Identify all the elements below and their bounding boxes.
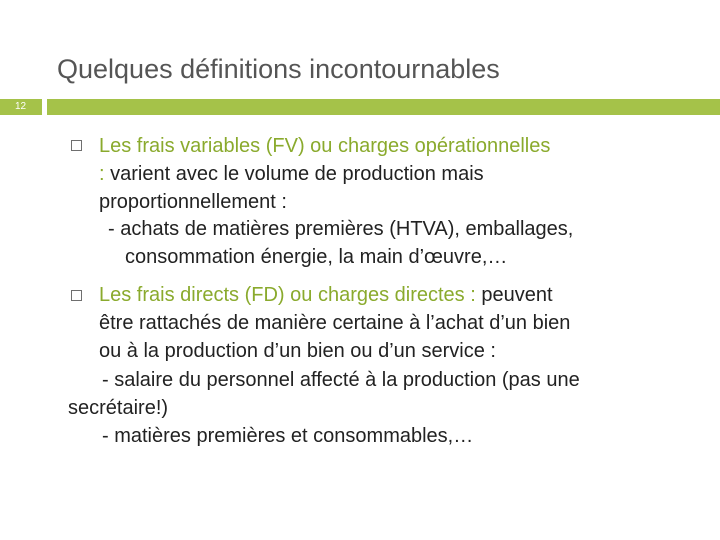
term-frais-directs: Les frais directs (FD) ou charges directes :	[99, 284, 476, 306]
square-bullet-icon	[71, 140, 82, 151]
term-frais-variables-colon: :	[99, 163, 105, 185]
sub-item-line: - matières premières et consommables,…	[102, 425, 474, 447]
definition-frais-directs-line: ou à la production d’un bien ou d’un service :	[99, 340, 496, 362]
sub-item-line: - salaire du personnel affecté à la production (pas une	[102, 369, 580, 391]
definition-frais-variables-line: proportionnellement :	[99, 191, 287, 213]
sub-item-line: secrétaire!)	[68, 397, 169, 419]
square-bullet-icon	[71, 290, 82, 301]
slide-number: 12	[15, 101, 27, 112]
sub-item-line: consommation énergie, la main d’œuvre,…	[125, 246, 508, 268]
definition-frais-directs-line: être rattachés de manière certaine à l’achat d’un bien	[99, 312, 571, 334]
sub-item-line: - achats de matières premières (HTVA), emballages,	[108, 218, 574, 240]
frais-directs-line	[99, 282, 553, 308]
definition-frais-variables-line	[99, 161, 484, 187]
definition-frais-directs-text: peuvent	[475, 284, 553, 306]
term-frais-variables: Les frais variables (FV) ou charges opérationnelles	[99, 135, 551, 157]
definition-frais-variables-text: varient avec le volume de production mais	[104, 163, 484, 185]
slide-title: Quelques définitions incontournables	[57, 54, 500, 84]
